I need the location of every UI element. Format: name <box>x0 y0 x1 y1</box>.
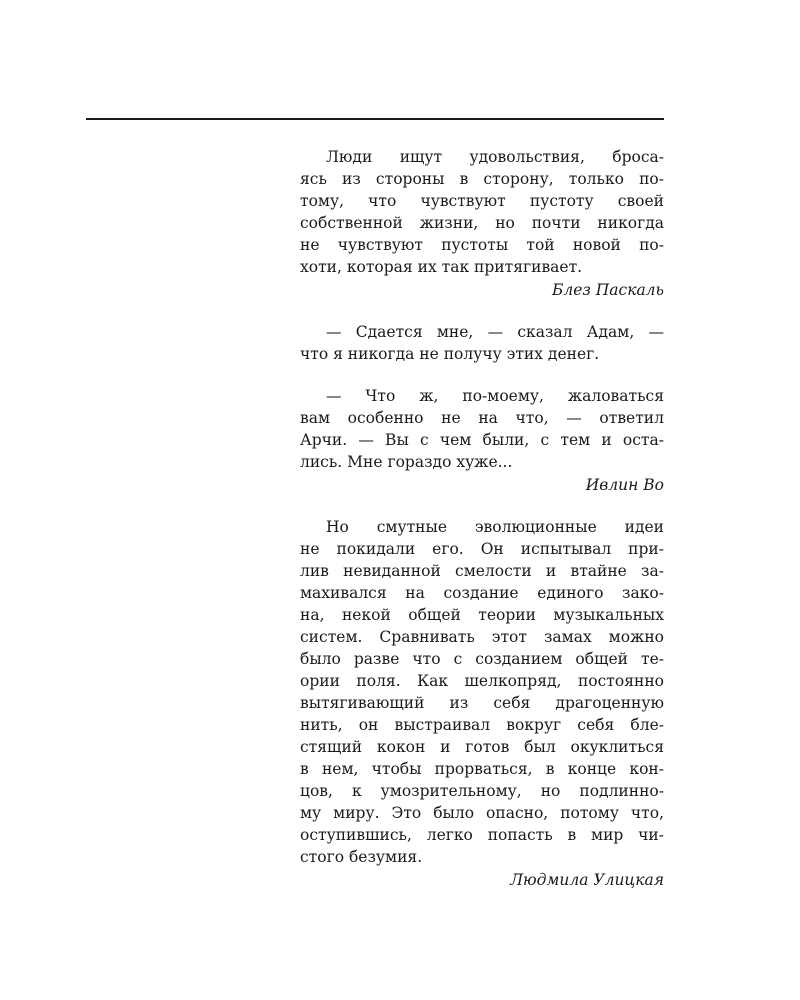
epigraph-line: Арчи. — Вы с чем были, с тем и оста- <box>300 431 664 449</box>
epigraph-author: Ивлин Во <box>585 476 664 494</box>
epigraph-line: оступившись, легко попасть в мир чи- <box>300 826 664 844</box>
epigraph-line: Но смутные эволюционные идеи <box>326 518 664 536</box>
epigraph-pascal <box>300 146 664 301</box>
header-rule <box>86 118 664 120</box>
epigraph-line: было разве что с созданием общей те- <box>300 650 664 668</box>
epigraph-line: хоти, которая их так притягивает. <box>300 258 583 276</box>
epigraph-line: ории поля. Как шелкопряд, постоянно <box>300 672 664 690</box>
epigraph-ulitskaya <box>300 516 664 891</box>
epigraph-line: стящий кокон и готов был окуклиться <box>300 738 664 756</box>
epigraph-line: не чувствуют пустоты той новой по- <box>300 236 664 254</box>
epigraph-line: вытягивающий из себя драгоценную <box>300 694 664 712</box>
epigraph-line: на, некой общей теории музыкальных <box>300 606 664 624</box>
epigraph-line: собственной жизни, но почти никогда <box>300 214 664 232</box>
epigraphs <box>300 146 664 891</box>
epigraph-line: лив невиданной смелости и втайне за- <box>300 562 664 580</box>
epigraph-line: в нем, чтобы прорваться, в конце кон- <box>300 760 664 778</box>
epigraph-line: не покидали его. Он испытывал при- <box>300 540 664 558</box>
epigraph-line: — Что ж, по-моему, жаловаться <box>326 387 664 405</box>
epigraph-line: вам особенно не на что, — ответил <box>300 409 664 427</box>
epigraph-line: му миру. Это было опасно, потому что, <box>300 804 664 822</box>
epigraph-line: стого безумия. <box>300 848 423 866</box>
epigraph-line: нить, он выстраивал вокруг себя бле- <box>300 716 664 734</box>
epigraph-waugh <box>300 321 664 496</box>
epigraph-line: Люди ищут удовольствия, броса- <box>326 148 664 166</box>
epigraph-line: систем. Сравнивать этот замах можно <box>300 628 664 646</box>
epigraph-line: — Сдается мне, — сказал Адам, — <box>326 323 664 341</box>
epigraph-line: что я никогда не получу этих денег. <box>300 345 600 363</box>
epigraph-line: махивался на создание единого зако- <box>300 584 664 602</box>
epigraph-line: лись. Мне гораздо хуже... <box>300 453 513 471</box>
epigraph-line: цов, к умозрительному, но подлинно- <box>300 782 664 800</box>
epigraph-line: тому, что чувствуют пустоту своей <box>300 192 664 210</box>
epigraph-line: ясь из стороны в сторону, только по- <box>300 170 664 188</box>
epigraph-author: Блез Паскаль <box>551 281 664 299</box>
epigraph-author: Людмила Улицкая <box>510 871 664 889</box>
